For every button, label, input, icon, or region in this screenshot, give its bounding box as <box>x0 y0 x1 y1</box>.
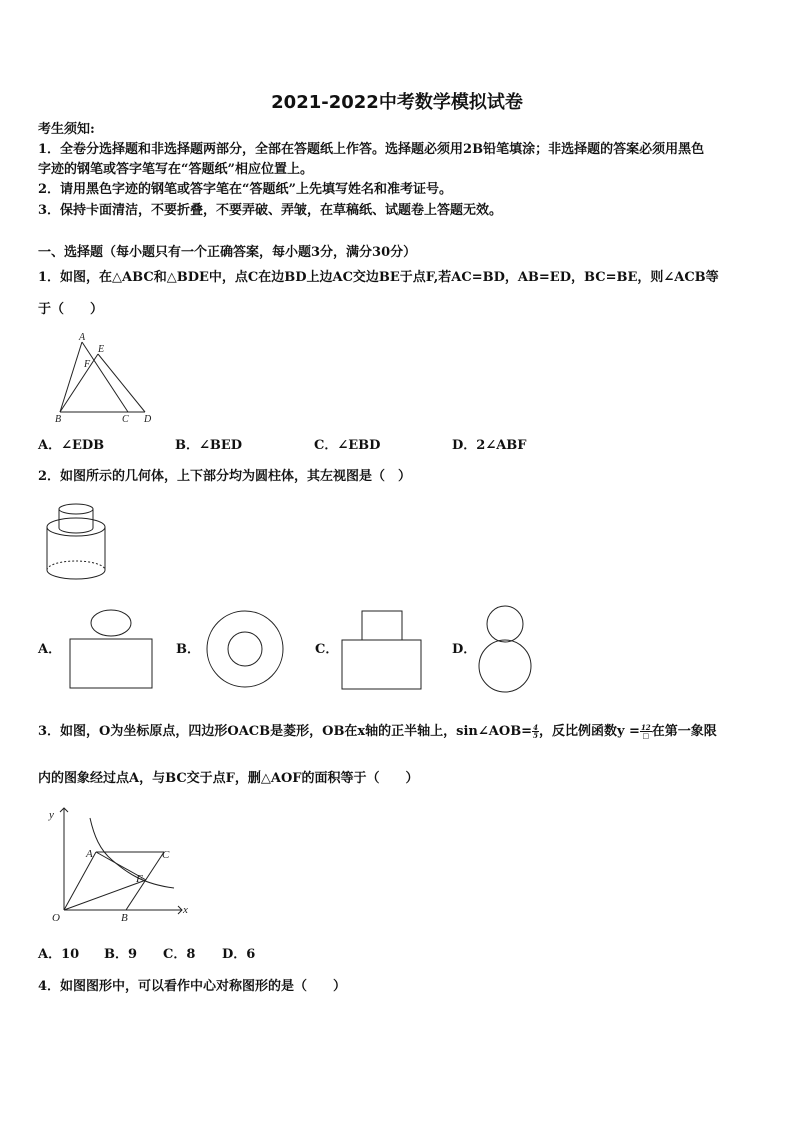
q3-label-c: C <box>162 849 170 861</box>
q1-option-a: A．∠EDB <box>38 438 105 453</box>
q3-label-b: B <box>121 912 128 924</box>
q4-stem: 4．如图图形中，可以看作中心对称图形的是（ ） <box>38 979 347 994</box>
q3-label-f: F <box>136 873 143 885</box>
q3-stem-cont: 内的图象经过点A，与BC交于点F，删△AOF的面积等于（ ） <box>38 771 419 786</box>
q3-k-denominator: □ <box>642 731 650 740</box>
q3-label-a: A <box>86 848 93 860</box>
q1-label-c: C <box>122 414 129 425</box>
notice-item-1-cont: 字迹的钢笔或答字笔写在“答题纸”相应位置上。 <box>38 162 313 177</box>
q3-option-c: C．8 <box>163 947 196 962</box>
q1-label-d: D <box>144 414 152 425</box>
q3-sin-fraction <box>532 724 539 739</box>
q2-option-b-figure <box>205 609 285 689</box>
q3-stem <box>38 722 717 742</box>
q1-label-e: E <box>98 344 105 355</box>
q3-axis-y-label: y <box>49 809 54 821</box>
q3-stem-part-2: ，反比例函数y = <box>538 724 640 739</box>
q2-option-a-figure <box>68 608 154 690</box>
q1-triangle-figure <box>50 330 160 425</box>
section-heading: 一、选择题（每小题只有一个正确答案，每小题3分，满分30分） <box>38 245 417 260</box>
notice-item-3: 3．保持卡面清洁，不要折叠，不要弄破、弄皱，在草稿纸、试题卷上答题无效。 <box>38 203 503 218</box>
q2-option-c-letter: C． <box>315 642 339 657</box>
notice-heading: 考生须知: <box>38 122 95 137</box>
q1-stem-cont: 于（ ） <box>38 302 104 317</box>
q2-option-a-letter: A． <box>38 642 62 657</box>
q3-option-d: D．6 <box>222 947 256 962</box>
q2-stem: 2．如图所示的几何体，上下部分均为圆柱体，其左视图是（ ） <box>38 469 412 484</box>
q1-label-b: B <box>55 414 62 425</box>
q1-option-c: C．∠EBD <box>314 438 381 453</box>
q3-option-b: B．9 <box>104 947 138 962</box>
q1-label-f: F <box>84 359 91 370</box>
q3-stem-part-1: 3．如图，O为坐标原点，四边形OACB是菱形，OB在x轴的正半轴上，sin∠AOB= <box>38 724 533 739</box>
q3-label-o: O <box>52 912 60 924</box>
notice-item-2: 2．请用黑色字迹的钢笔或答字笔在“答题纸”上先填写姓名和准考证号。 <box>38 182 453 197</box>
q3-k-numerator: 12 <box>640 723 651 732</box>
q3-k-fraction <box>640 724 652 739</box>
q2-cylinder-figure <box>40 500 115 585</box>
q3-option-a: A．10 <box>38 947 80 962</box>
q3-sin-denominator: 5 <box>533 731 538 740</box>
q2-option-b-letter: B． <box>176 642 200 657</box>
q3-axis-x-label: x <box>183 904 188 916</box>
q1-option-b: B．∠BED <box>175 438 243 453</box>
q1-option-d: D．2∠ABF <box>452 438 527 453</box>
page-title: 2021-2022中考数学模拟试卷 <box>271 92 523 113</box>
q3-stem-part-3: 在第一象限 <box>651 724 717 739</box>
q3-coordinate-figure <box>42 800 197 925</box>
q2-option-c-figure <box>340 609 422 691</box>
q1-stem: 1．如图，在△ABC和△BDE中，点C在边BD上边AC交边BE于点F,若AC=BD，AB=ED，BC=BE，则∠ACB等 <box>38 270 719 285</box>
q2-option-d-letter: D． <box>452 642 477 657</box>
q2-option-d-figure <box>477 604 535 694</box>
q3-sin-numerator: 4 <box>533 723 538 732</box>
notice-item-1: 1．全卷分选择题和非选择题两部分，全部在答题纸上作答。选择题必须用2B铅笔填涂；非选择题的答案必须用黑色 <box>38 142 705 157</box>
q1-label-a: A <box>79 332 86 343</box>
